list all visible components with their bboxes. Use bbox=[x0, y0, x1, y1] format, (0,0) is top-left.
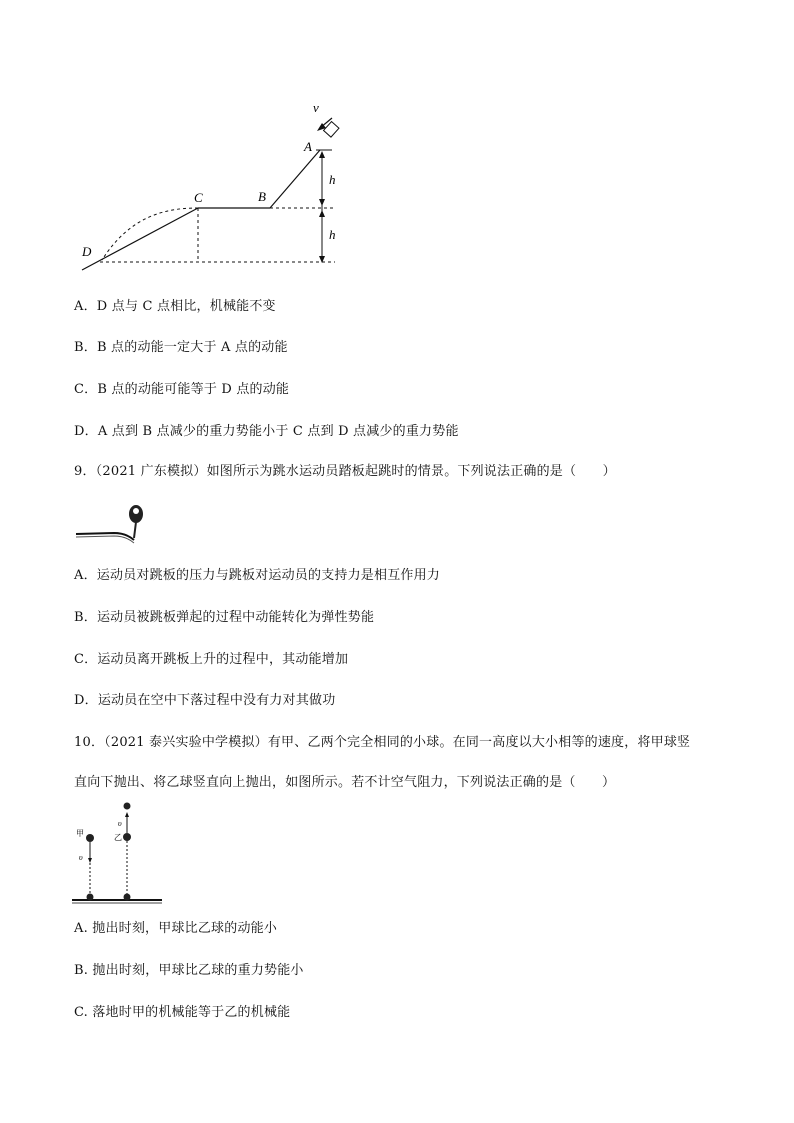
label-v: v bbox=[313, 100, 319, 115]
diver-leg bbox=[134, 522, 136, 538]
jia-landing bbox=[87, 894, 94, 901]
q9-option-c: C．运动员离开跳板上升的过程中，其动能增加 bbox=[74, 652, 349, 667]
label-a: A bbox=[304, 139, 312, 154]
ball-jia bbox=[86, 834, 94, 842]
q8-option-d: D．A 点到 B 点减少的重力势能小于 C 点到 D 点减少的重力势能 bbox=[74, 424, 459, 439]
label-v-yi: υ bbox=[118, 819, 122, 828]
label-jia: 甲 bbox=[76, 829, 84, 838]
q8-figure bbox=[70, 98, 370, 278]
diving-board-shadow bbox=[76, 536, 134, 543]
yi-top-position bbox=[124, 803, 131, 810]
label-h-bottom: h bbox=[329, 227, 336, 242]
q8-option-b: B．B 点的动能一定大于 A 点的动能 bbox=[74, 340, 288, 355]
label-v-jia: υ bbox=[79, 853, 83, 862]
q9-option-d: D．运动员在空中下落过程中没有力对其做功 bbox=[74, 693, 336, 708]
q10-stem-line2: 直向下抛出、将乙球竖直向上抛出，如图所示。若不计空气阻力，下列说法正确的是（ ） bbox=[74, 775, 616, 790]
q9-figure bbox=[74, 500, 164, 550]
label-yi: 乙 bbox=[114, 833, 122, 842]
q10-figure bbox=[72, 800, 162, 910]
q8-option-a: A．D 点与 C 点相比，机械能不变 bbox=[74, 299, 276, 314]
label-b: B bbox=[258, 189, 266, 204]
q10-stem-line1: 10．（2021 泰兴实验中学模拟）有甲、乙两个完全相同的小球。在同一高度以大小相等的速度，将甲球竖 bbox=[74, 735, 691, 750]
jia-arrow-head bbox=[88, 858, 92, 863]
q9-stem: 9．（2021 广东模拟）如图所示为跳水运动员踏板起跳时的情景。下列说法正确的是（ ） bbox=[74, 464, 616, 479]
q10-option-b: B. 抛出时刻，甲球比乙球的重力势能小 bbox=[74, 963, 304, 978]
ball-yi bbox=[123, 833, 131, 841]
q10-option-c: C. 落地时甲的机械能等于乙的机械能 bbox=[74, 1005, 291, 1020]
arrow-head-mid-down bbox=[319, 210, 325, 217]
label-c: C bbox=[194, 190, 203, 205]
arrow-head-mid-up bbox=[319, 199, 325, 206]
yi-landing bbox=[124, 894, 131, 901]
label-h-top: h bbox=[329, 172, 336, 187]
upper-incline bbox=[270, 150, 320, 208]
q9-option-b: B．运动员被跳板弹起的过程中动能转化为弹性势能 bbox=[74, 610, 375, 625]
arrow-head-top bbox=[319, 151, 325, 158]
q10-option-a: A. 抛出时刻，甲球比乙球的动能小 bbox=[74, 921, 278, 936]
q8-option-c: C．B 点的动能可能等于 D 点的动能 bbox=[74, 382, 290, 397]
yi-arrow-head bbox=[125, 812, 129, 817]
q9-option-a: A．运动员对跳板的压力与跳板对运动员的支持力是相互作用力 bbox=[74, 568, 440, 583]
diver-head bbox=[133, 508, 139, 514]
label-d: D bbox=[82, 244, 92, 259]
lower-incline bbox=[82, 208, 198, 270]
